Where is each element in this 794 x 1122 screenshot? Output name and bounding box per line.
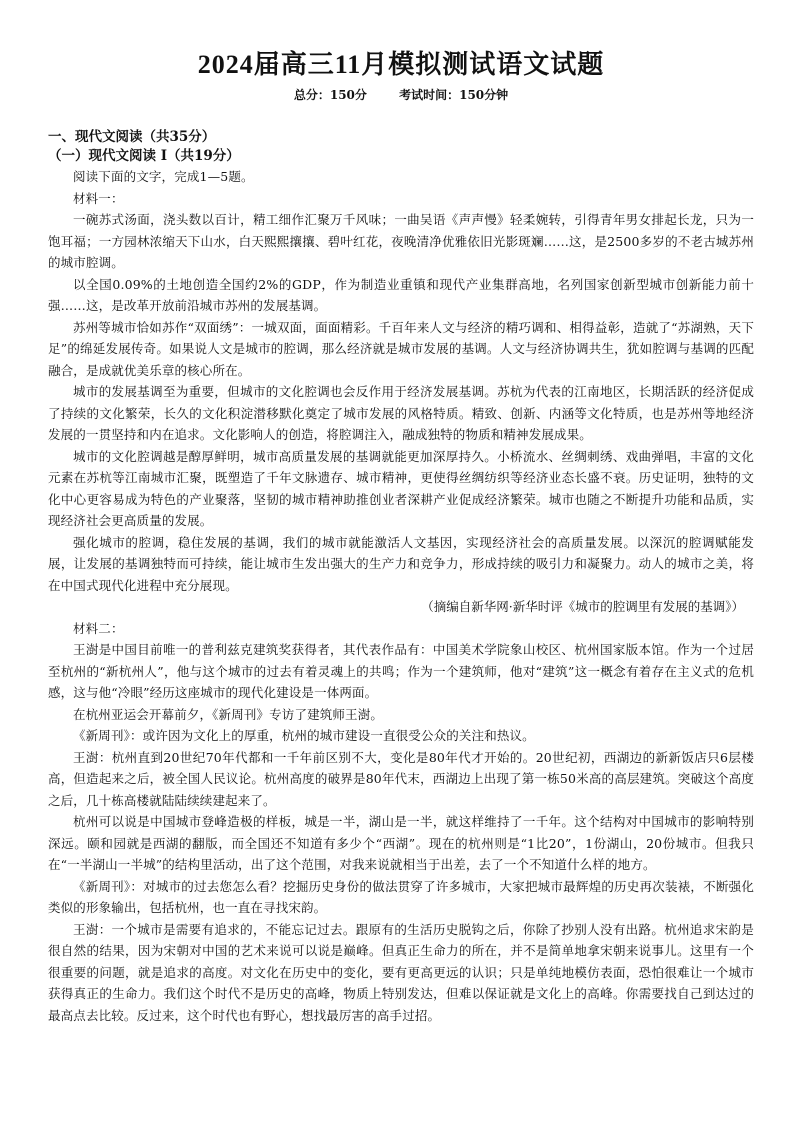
instruction-text: 阅读下面的文字，完成1—5题。 <box>73 169 254 184</box>
subsection-heading: （一）现代文阅读 I（共19分） <box>48 148 240 164</box>
exam-info <box>48 86 754 104</box>
paragraph: 强化城市的腔调，稳住发展的基调，我们的城市就能激活人文基因，实现经济社会的高质量发展。以深沉的腔调赋能发展，让发展的基调独特而可持续，能让城市生发出强大的生产力和竞争力，形成持续的吸引力和凝聚力。动人的城市之美，将在中国式现代化进程中充分展现。 <box>48 534 754 593</box>
paragraph: 王澍：杭州直到20世纪70年代都和一千年前区别不大，变化是80年代才开始的。20世纪初，西湖边的新新饭店只6层楼高，但造起来之后，被全国人民议论。杭州高度的破界是80年代末，西湖边上出现了第一栋50米高的高层建筑。突破这个高度之后，几十栋高楼就陆陆续续建起来了。 <box>48 749 754 808</box>
paragraph: 王澍是中国目前唯一的普利兹克建筑奖获得者，其代表作品有：中国美术学院象山校区、杭州国家版本馆。作为一个过居至杭州的“新杭州人”，他与这个城市的过去有着灵魂上的共鸣；作为一个建筑师，他对“建筑”这一概念有着存在主义式的危机感，这与他“冷眼”经历这座城市的现代化建设是一体两面。 <box>48 642 754 700</box>
material1-source: （摘编自新华网·新华时评《城市的腔调里有发展的基调》） <box>421 599 744 614</box>
paragraph: 王澍：一个城市是需要有追求的，不能忘记过去。跟原有的生活历史脱钩之后，你除了抄别人没有出路。杭州追求宋韵是很自然的结果，因为宋朝对中国的艺术来说可以说是巅峰。但真正生命力的所在，并不是简单地拿宋朝来说事儿。这里有一个很重要的问题，就是追求的高度。对文化在历史中的变化，要有更高更远的认识；只是单纯地模仿表面，恐怕很难让一个城市获得真正的生命力。我们这个时代不是历史的高峰，物质上特别发达，但难以保证就是文化上的高峰。你需要找自己到达过的最高点去比较。反过来，这个时代也有野心，想找最厉害的高手过招。 <box>48 921 754 1023</box>
paragraph: 杭州可以说是中国城市登峰造极的样板，城是一半，湖山是一半，就这样维持了一千年。这个结构对中国城市的影响特别深远。颐和园就是西湖的翻版，而全国还不知道有多少个“西湖”。现在的杭州则是“1比20”，1份湖山，20份城市。但我只在“一半湖山一半城”的结构里活动，出了这个范围，对我来说就相当于出差，去了一个不知道什么样的地方。 <box>48 814 754 872</box>
paragraph: 城市的文化腔调越是醇厚鲜明，城市高质量发展的基调就能更加深厚持久。小桥流水、丝绸刺绣、戏曲弹唱，丰富的文化元素在苏杭等江南城市汇聚，既塑造了千年文脉遗存、城市精神，更使得丝绸纺织等经济业态长盛不衰。历史证明，独特的文化中心更容易成为特色的产业聚落，坚韧的城市精神助推创业者深耕产业促成经济繁荣。城市也随之不断提升功能和品质，实现经济社会更高质量的发展。 <box>48 448 754 528</box>
exam-time: 考试时间：150分钟 <box>399 88 509 102</box>
part-heading: 一、现代文阅读（共35分） <box>48 129 216 145</box>
paragraph: 城市的发展基调至为重要，但城市的文化腔调也会反作用于经济发展基调。苏杭为代表的江南地区，长期活跃的经济促成了持续的文化繁荣，长久的文化积淀潜移默化奠定了城市发展的风格特质。精致、创新、内涵等文化特质，也是苏州等地经济发展的一贯坚持和内在追求。文化影响人的创造，将腔调注入，融成独特的物质和精神发展成果。 <box>48 384 754 442</box>
paragraph: 一碗苏式汤面，浇头数以百计，精工细作汇聚万千风味；一曲吴语《声声慢》轻柔婉转，引得青年男女排起长龙，只为一饱耳福；一方园林浓缩天下山水，白天熙熙攘攘、碧叶红花，夜晚清净优雅依旧光影斑斓……这，是2500多岁的不老古城苏州的城市腔调。 <box>48 212 754 270</box>
total-score: 总分：150分 <box>293 88 367 102</box>
exam-title: 2024届高三11月模拟测试语文试题 <box>197 50 605 79</box>
paragraph: 《新周刊》：对城市的过去您怎么看？挖掘历史身份的做法贯穿了许多城市，大家把城市最辉煌的历史再次装裱，不断强化类似的形象输出，包括杭州，也一直在寻找宋韵。 <box>48 878 754 915</box>
paragraph: 在杭州亚运会开幕前夕，《新周刊》专访了建筑师王澍。 <box>73 706 384 722</box>
material1-label: 材料一： <box>73 190 124 206</box>
paragraph: 《新周刊》：或许因为文化上的厚重，杭州的城市建设一直很受公众的关注和热议。 <box>73 728 535 743</box>
paragraph: 苏州等城市恰如苏作“双面绣”：一城双面，面面精彩。千百年来人文与经济的精巧调和、相得益彰，造就了“苏湖熟，天下足”的绵延发展传奇。如果说人文是城市的腔调，那么经济就是城市发展的基调。人文与经济协调共生，犹如腔调与基调的匹配融合，是成就优美乐章的核心所在。 <box>48 319 754 378</box>
material2-label: 材料二： <box>73 620 124 636</box>
paragraph: 以全国0.09%的土地创造全国约2%的GDP，作为制造业重镇和现代产业集群高地，名列国家创新型城市创新能力前十强……这，是改革开放前沿城市苏州的发展基调。 <box>48 276 754 313</box>
